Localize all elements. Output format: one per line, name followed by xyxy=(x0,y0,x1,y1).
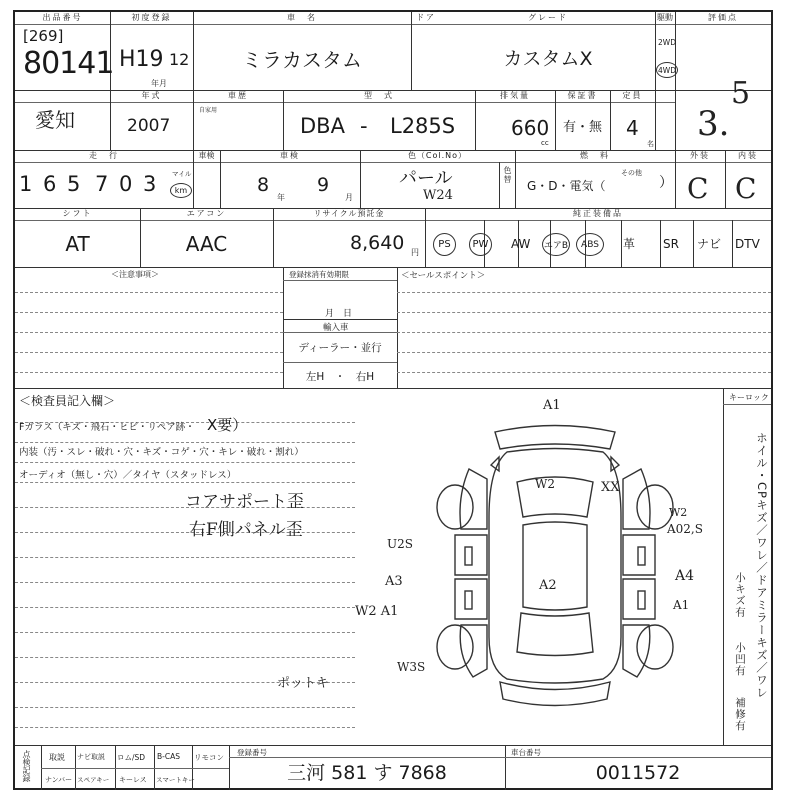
equip-sr: SR xyxy=(663,237,679,251)
v-side xyxy=(723,388,724,745)
dash-s4 xyxy=(397,352,771,353)
v-r1-e xyxy=(675,12,676,150)
item-number: ナンバー xyxy=(45,776,73,784)
lot-number: 80141 xyxy=(23,46,114,81)
dash-s3 xyxy=(397,332,771,333)
dash-i8 xyxy=(15,582,355,583)
color-change-label: 色替 xyxy=(503,166,512,184)
v-r1-b xyxy=(193,12,194,208)
mileage-d1: 1 xyxy=(19,172,33,196)
h-side xyxy=(723,404,771,405)
mileage-d5: 0 xyxy=(119,172,133,196)
dash-n1 xyxy=(15,292,283,293)
item-remote: リモコン xyxy=(194,753,224,762)
dash-n3 xyxy=(15,332,283,333)
divider-row4 xyxy=(15,267,771,268)
equip-leather: 革 xyxy=(623,237,636,251)
displacement-unit: cc xyxy=(541,139,549,147)
v-r4-eq7 xyxy=(693,220,694,267)
type-dash: - xyxy=(360,114,368,138)
item-smart-key: スマートキー xyxy=(156,776,195,784)
color-code: W24 xyxy=(423,188,453,203)
period-label: 登録抹消有効期限 xyxy=(289,270,349,279)
v-r1-d xyxy=(655,12,656,150)
dealer: ディーラー・並行 xyxy=(298,342,382,354)
exterior-grade: C xyxy=(687,172,709,205)
dash-i2 xyxy=(15,442,355,443)
type-value: L285S xyxy=(390,114,456,138)
vehicle-note: 自家用 xyxy=(199,107,218,114)
model-year-label: 年式 xyxy=(141,91,162,100)
capacity: 4 xyxy=(626,116,639,140)
v-r4-eq5 xyxy=(621,220,622,267)
inspection-day: 9 xyxy=(317,174,330,196)
displacement-label: 排気量 xyxy=(500,91,530,100)
month-unit: 月 xyxy=(345,193,353,202)
dash-s5 xyxy=(397,372,771,373)
h-notes-a xyxy=(283,280,397,281)
plate-label: 登録番号 xyxy=(237,748,267,757)
equip-dtv: DTV xyxy=(735,237,760,251)
fuel-close: ） xyxy=(659,175,673,191)
recycle: 8,640 xyxy=(350,232,405,254)
mileage-d4: 7 xyxy=(95,172,109,196)
plate-number: 三河 581 す 7868 xyxy=(287,762,447,784)
v-r4-eq6 xyxy=(660,220,661,267)
first-reg-unit: 年月 xyxy=(151,79,167,88)
dash-i6 xyxy=(15,532,355,533)
grade: カスタムX xyxy=(503,48,593,70)
inspection-label: 車検 xyxy=(280,151,300,160)
displacement: 660 xyxy=(511,116,550,140)
ac: AAC xyxy=(185,232,228,256)
drive-2wd: 2WD xyxy=(658,38,676,47)
glass-line: Fガラス（キズ・飛石・ヒビ・リペア跡・ xyxy=(19,422,195,433)
type-prefix: DBA xyxy=(300,114,345,138)
dash-n2 xyxy=(15,312,283,313)
equip-pw: PW xyxy=(469,233,492,256)
audio-line: オーディオ（無し・穴）／タイヤ（スタッドレス） xyxy=(19,470,237,481)
lot-bracket: [269] xyxy=(23,27,64,45)
side-note-small-dent: 小凹有 xyxy=(734,642,746,677)
shift: AT xyxy=(65,232,90,256)
score-label: 評価点 xyxy=(708,13,738,22)
row4-label-line xyxy=(15,220,771,221)
header-label-line xyxy=(15,24,771,25)
door-label: ドア xyxy=(416,13,436,22)
inspection-record-label: 点検記録 xyxy=(22,750,31,782)
h-f1 xyxy=(41,768,229,769)
h-notes-d xyxy=(283,362,397,363)
equip-aw: AW xyxy=(511,237,531,251)
exterior-label: 外装 xyxy=(690,151,710,160)
year-unit: 年 xyxy=(277,193,285,202)
warranty-label: 保証書 xyxy=(567,91,598,100)
region: 愛知 xyxy=(35,108,75,132)
item-bcas: B-CAS xyxy=(157,752,180,761)
dash-i4 xyxy=(15,482,355,483)
lot-label: 出品番号 xyxy=(42,13,83,22)
mark-pot: ポットキ xyxy=(277,676,330,691)
mark-front-bumper: A1 xyxy=(543,398,561,413)
capacity-label: 定員 xyxy=(622,91,643,100)
row3-label-line xyxy=(15,162,771,163)
equip-airbag: エアB xyxy=(542,233,570,256)
car-name: ミラカスタム xyxy=(242,48,362,72)
mileage-label: 走 行 xyxy=(89,151,119,160)
h-f2 xyxy=(229,757,771,758)
divider-notes xyxy=(15,388,771,389)
mileage-d6: 3 xyxy=(143,172,157,196)
mark-left-w2a1: W2 A1 xyxy=(355,604,399,619)
v-notes-b xyxy=(397,267,398,388)
mark-right-a1: A1 xyxy=(673,598,690,612)
capacity-unit: 名 xyxy=(647,140,654,148)
mile-unit: マイル xyxy=(172,170,192,178)
mileage-d2: 6 xyxy=(43,172,57,196)
first-reg-year: H19 xyxy=(119,47,164,72)
equipment-label: 純正装備品 xyxy=(573,209,623,218)
v-r1-c xyxy=(411,12,412,90)
note-right-panel: 右F側パネル歪 xyxy=(189,520,303,540)
steering: 左H ・ 右H xyxy=(305,371,375,383)
mark-hood: W2 xyxy=(535,477,555,491)
note-core-support: コアサポート歪 xyxy=(185,492,304,512)
side-note-repair: 補修有 xyxy=(734,697,746,732)
score-main: 3. xyxy=(697,104,730,144)
km-unit: km xyxy=(170,183,192,198)
color-label: 色（Col.No） xyxy=(407,151,468,160)
inspection-title: ＜検査員記入欄＞ xyxy=(19,394,116,408)
mark-roof-a2: A2 xyxy=(539,578,557,593)
first-reg-month: 12 xyxy=(169,50,190,69)
inspection-sub-label: 車検 xyxy=(198,151,215,160)
recycle-unit: 円 xyxy=(411,248,419,257)
dash-i3 xyxy=(15,462,355,463)
chassis-label: 車台番号 xyxy=(511,748,541,757)
month-day: 月 日 xyxy=(325,309,353,319)
mark-left-a3: A3 xyxy=(385,574,403,589)
dash-s1 xyxy=(397,292,771,293)
dash-n5 xyxy=(15,372,283,373)
interior-grade: C xyxy=(735,172,757,205)
mileage-d3: 5 xyxy=(67,172,81,196)
h-notes-b xyxy=(283,319,397,320)
row2-label-line xyxy=(15,102,675,103)
item-rom-sd: ロム/SD xyxy=(117,753,146,762)
drive-label: 駆動 xyxy=(657,13,673,22)
car-name-label: 車 名 xyxy=(287,13,317,22)
first-reg-label: 初度登録 xyxy=(131,13,172,22)
side-note-small-scratch: 小キズ有 xyxy=(734,572,746,618)
import-label: 輸入車 xyxy=(323,323,349,333)
dash-n4 xyxy=(15,352,283,353)
equip-navi: ナビ xyxy=(697,237,722,251)
mark-right-fender-x: XX xyxy=(601,480,620,495)
mark-left-u2s: U2S xyxy=(387,537,413,551)
mark-right-w2: W2 xyxy=(669,506,688,519)
item-navi-manual: ナビ取説 xyxy=(77,753,105,761)
grade-label: グレード xyxy=(528,13,568,22)
sales-point-label: ＜セールスポイント＞ xyxy=(401,271,486,281)
vehicle-label: 車歴 xyxy=(228,91,248,100)
inspection-month: 8 xyxy=(257,174,270,196)
v-r4-eq8 xyxy=(732,220,733,267)
dash-i13 xyxy=(15,707,355,708)
dash-s2 xyxy=(397,312,771,313)
equip-ps: PS xyxy=(433,233,456,256)
v-r3-f xyxy=(499,162,500,208)
dash-i11 xyxy=(15,657,355,658)
equip-abs: ABS xyxy=(576,233,604,256)
type-label: 型 式 xyxy=(364,91,394,100)
mark-right-a4: A4 xyxy=(675,568,695,584)
caution-label: ＜注意事項＞ xyxy=(111,270,159,279)
car-diagram xyxy=(395,407,715,707)
dash-i10 xyxy=(15,632,355,633)
model-year: 2007 xyxy=(127,116,171,136)
item-manual: 取説 xyxy=(49,753,65,762)
dash-i7 xyxy=(15,557,355,558)
warranty-value: 有・無 xyxy=(563,120,603,135)
fuel-other: その他 xyxy=(621,169,642,177)
dash-i9 xyxy=(15,607,355,608)
ac-label: エアコン xyxy=(186,209,227,218)
mark-right-front-door: A02,S xyxy=(667,522,703,536)
item-keyless: キーレス xyxy=(119,776,147,784)
interior-label: 内装 xyxy=(738,151,758,160)
color: パール xyxy=(399,168,453,189)
item-spare-key: スペアキー xyxy=(77,776,110,784)
v-notes-a xyxy=(283,267,284,388)
shift-label: シフト xyxy=(62,209,93,218)
dash-i14 xyxy=(15,727,355,728)
drive-4wd: 4WD xyxy=(656,62,678,78)
divider-footer xyxy=(15,745,771,746)
recycle-label: リサイクル預託金 xyxy=(313,209,385,218)
interior-line: 内装（汚・スレ・破れ・穴・キズ・コゲ・穴・キレ・破れ・割れ） xyxy=(19,447,304,458)
keyless-label: キーロック xyxy=(729,393,769,402)
glass-mark: X要） xyxy=(207,416,248,434)
side-note-main: ホイル・CPキズ／ワレ／ドアミラーキズ／ワレ xyxy=(755,432,769,699)
auction-sheet xyxy=(13,10,773,790)
fuel-value: G・D・電気（ xyxy=(527,179,606,193)
chassis-number: 0011572 xyxy=(595,762,681,784)
score-sub: 5 xyxy=(731,76,751,111)
mark-rear-w3s: W3S xyxy=(397,660,426,674)
fuel-label: 燃 料 xyxy=(580,151,610,160)
